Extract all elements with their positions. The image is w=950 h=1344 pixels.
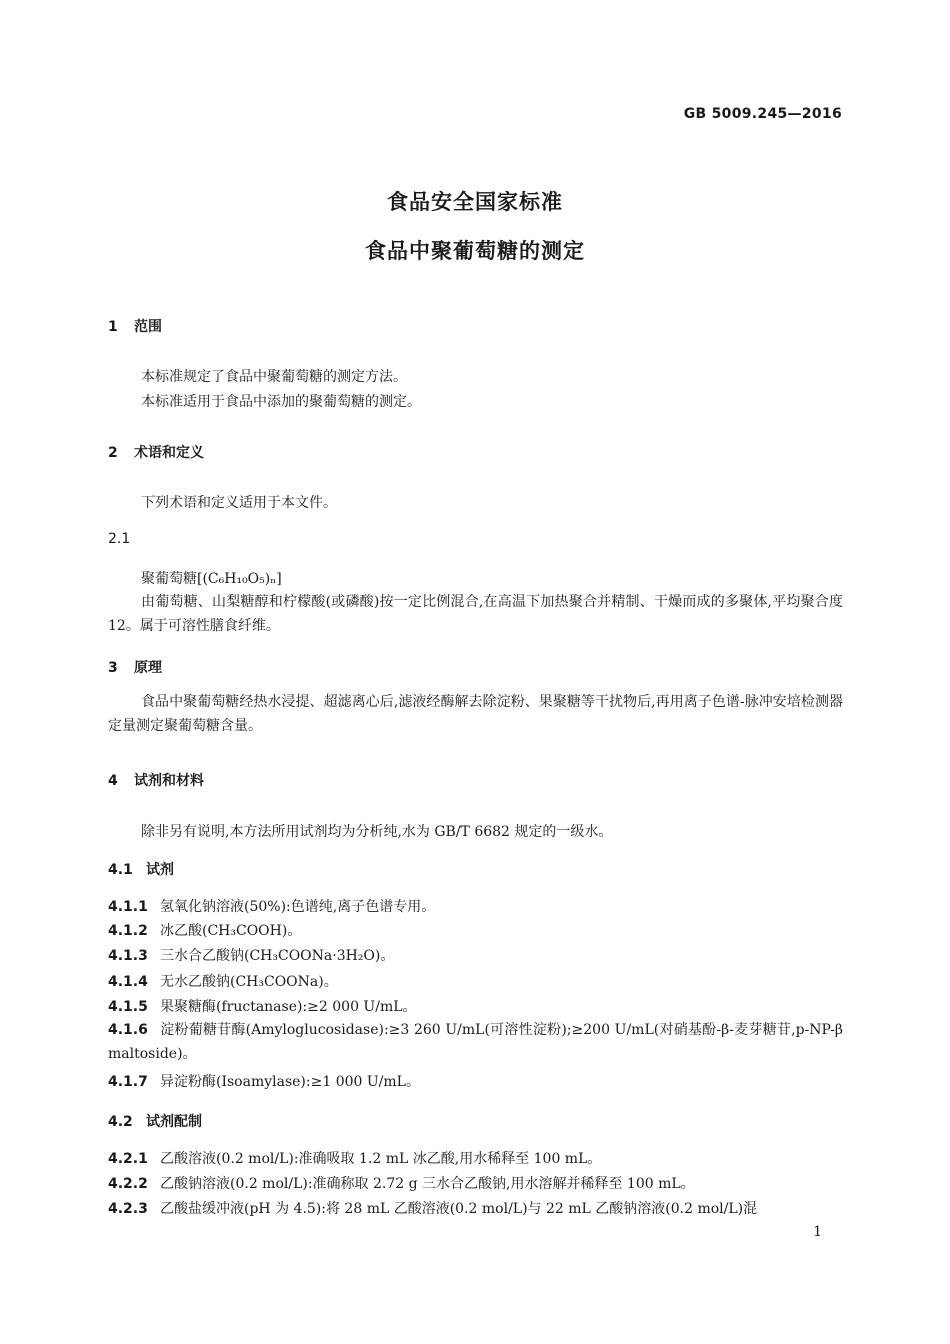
- section-number: 1: [108, 319, 118, 335]
- page-number: 1: [813, 1224, 822, 1240]
- item-text: 冰乙酸(CH₃COOH)。: [160, 923, 302, 939]
- list-item: [108, 920, 301, 940]
- section-1-heading: [108, 316, 162, 336]
- subsection-4-1-heading: [108, 859, 174, 879]
- item-number: 4.2.3: [108, 1201, 148, 1217]
- section-number: 2: [108, 445, 118, 461]
- section-number: 3: [108, 660, 118, 676]
- item-number: 4.1.3: [108, 948, 148, 964]
- term-definition: 由葡萄糖、山梨糖醇和柠檬酸(或磷酸)按一定比例混合,在高温下加热聚合并精制、干燥而成的多聚体,平均聚合度 12。属于可溶性膳食纤维。: [108, 594, 843, 634]
- document-title-line2: 食品中聚葡萄糖的测定: [365, 239, 585, 263]
- subsection-2-1-number: 2.1: [108, 531, 131, 547]
- item-number: 4.1.5: [108, 999, 148, 1015]
- paragraph: 下列术语和定义适用于本文件。: [141, 495, 337, 511]
- paragraph: 本标准规定了食品中聚葡萄糖的测定方法。: [141, 369, 407, 385]
- section-3-heading: [108, 657, 162, 677]
- standard-number: GB 5009.245—2016: [683, 106, 842, 122]
- list-item: [108, 896, 435, 916]
- item-text: 氢氧化钠溶液(50%):色谱纯,离子色谱专用。: [160, 899, 436, 915]
- paragraph: 本标准适用于食品中添加的聚葡萄糖的测定。: [141, 394, 421, 410]
- item-text: 乙酸溶液(0.2 mol/L):准确吸取 1.2 mL 冰乙酸,用水稀释至 100 mL。: [160, 1151, 602, 1167]
- item-text: 三水合乙酸钠(CH₃COONa·3H₂O)。: [160, 948, 395, 964]
- subsection-number: 4.1: [108, 862, 133, 878]
- paragraph: 食品中聚葡萄糖经热水浸提、超滤离心后,滤液经酶解去除淀粉、果聚糖等干扰物后,再用离子色谱-脉冲安培检测器定量测定聚葡萄糖含量。: [108, 694, 843, 734]
- item-text: 乙酸盐缓冲液(pH 为 4.5):将 28 mL 乙酸溶液(0.2 mol/L)与 22 mL 乙酸钠溶液(0.2 mol/L)混: [160, 1201, 758, 1217]
- list-item: [108, 971, 338, 991]
- section-title: 试剂和材料: [134, 773, 204, 789]
- section-title: 原理: [134, 660, 162, 676]
- item-number: 4.1.1: [108, 899, 148, 915]
- section-title: 范围: [134, 319, 162, 335]
- item-text: 果聚糖酶(fructanase):≥2 000 U/mL。: [160, 999, 417, 1015]
- list-item: [108, 1198, 757, 1218]
- document-title-line1: 食品安全国家标准: [387, 190, 563, 214]
- subsection-title: 试剂: [146, 862, 174, 878]
- list-item: [108, 1173, 695, 1193]
- paragraph: 除非另有说明,本方法所用试剂均为分析纯,水为 GB/T 6682 规定的一级水。: [141, 824, 613, 840]
- item-number: 4.1.7: [108, 1074, 148, 1090]
- list-item: [108, 1071, 420, 1091]
- section-title: 术语和定义: [134, 445, 204, 461]
- item-number: 4.2.1: [108, 1151, 148, 1167]
- list-item: [108, 945, 394, 965]
- term-entry: 聚葡萄糖[(C₆H₁₀O₅)ₙ]: [141, 571, 282, 587]
- section-2-heading: [108, 442, 204, 462]
- subsection-4-2-heading: [108, 1111, 202, 1131]
- item-text: 淀粉葡糖苷酶(Amyloglucosidase):≥3 260 U/mL(可溶性淀粉);≥200 U/mL(对硝基酚-β-麦芽糖苷,p-NP-β maltoside)。: [108, 1022, 843, 1062]
- list-item: [108, 1148, 601, 1168]
- subsection-title: 试剂配制: [146, 1114, 202, 1130]
- item-number: 4.1.4: [108, 974, 148, 990]
- section-number: 4: [108, 773, 118, 789]
- section-4-heading: [108, 770, 204, 790]
- item-number: 4.1.2: [108, 923, 148, 939]
- item-text: 异淀粉酶(Isoamylase):≥1 000 U/mL。: [160, 1074, 420, 1090]
- subsection-number: 4.2: [108, 1114, 133, 1130]
- list-item: [108, 1018, 843, 1066]
- item-text: 乙酸钠溶液(0.2 mol/L):准确称取 2.72 g 三水合乙酸钠,用水溶解并稀释至 100 mL。: [160, 1176, 695, 1192]
- item-number: 4.2.2: [108, 1176, 148, 1192]
- item-number: 4.1.6: [108, 1022, 148, 1038]
- list-item: [108, 996, 417, 1016]
- item-text: 无水乙酸钠(CH₃COONa)。: [160, 974, 338, 990]
